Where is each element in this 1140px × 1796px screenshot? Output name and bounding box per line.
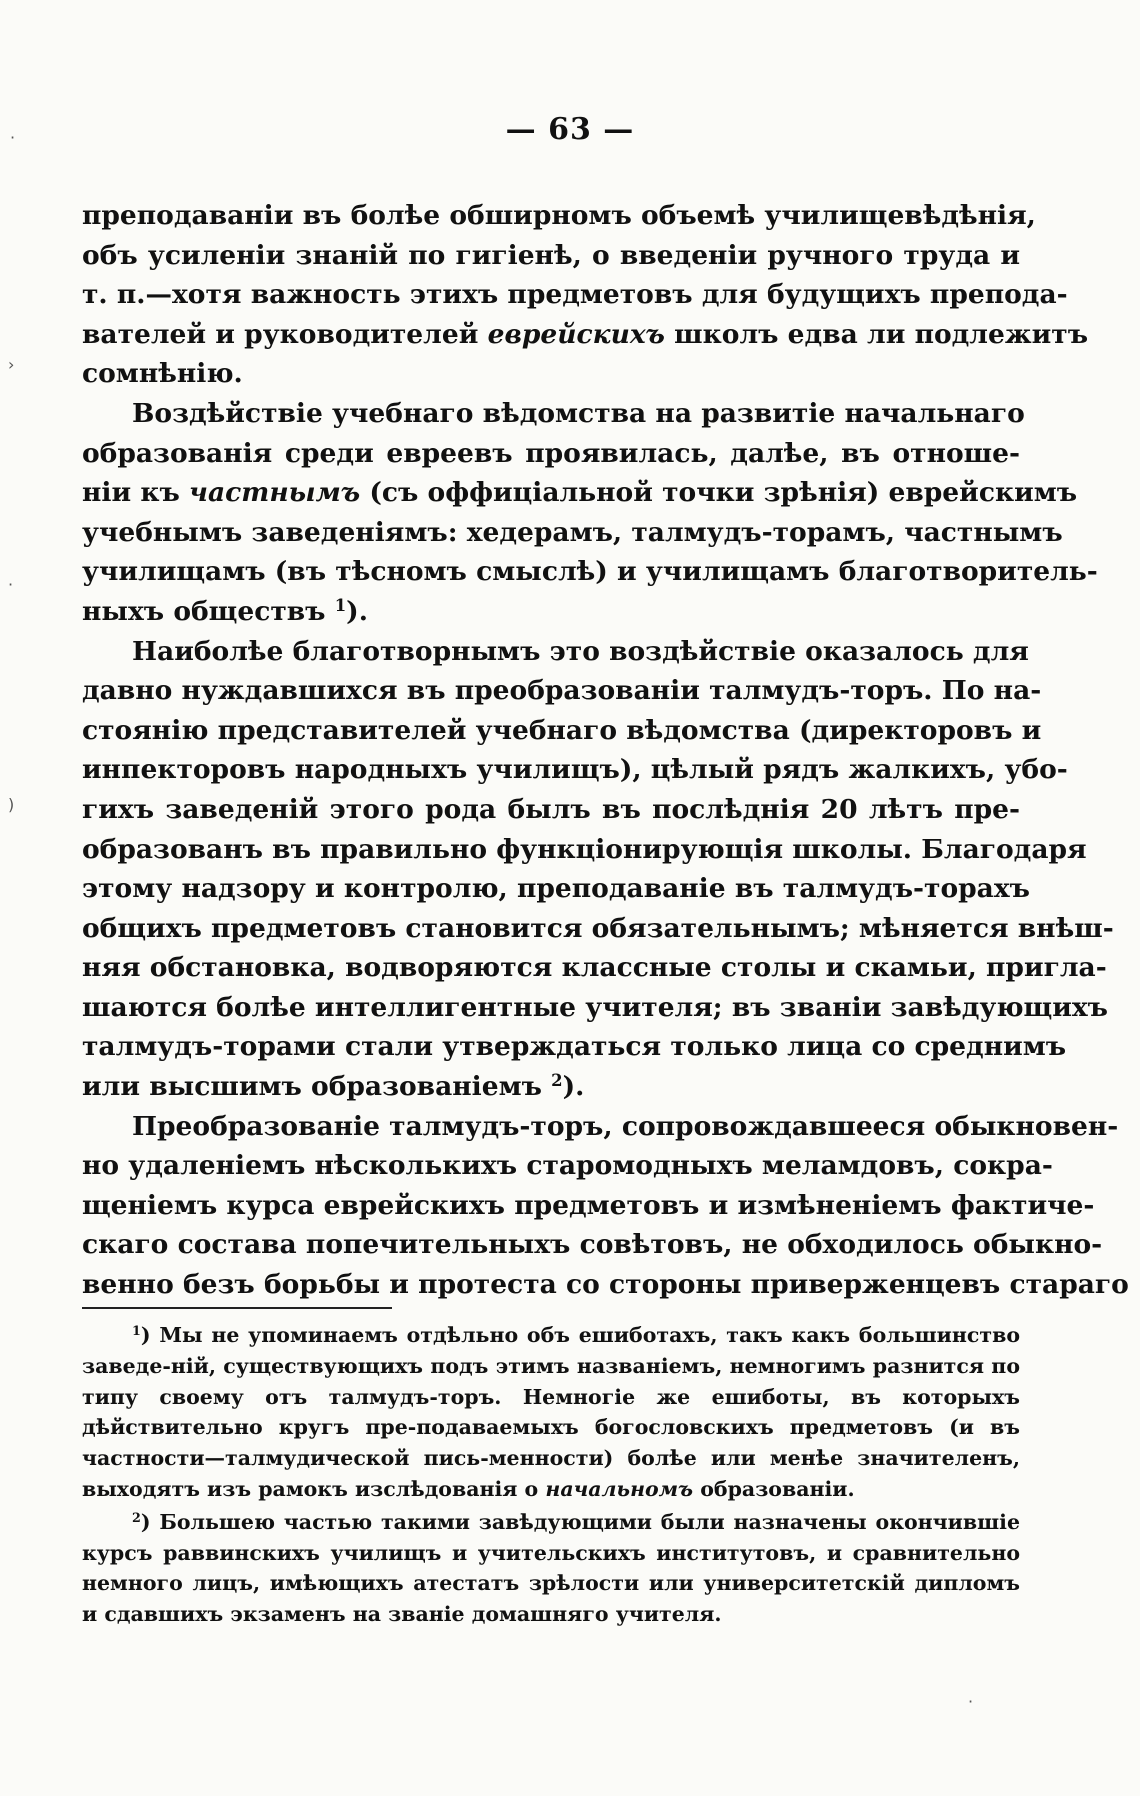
- italic-word: еврейскихъ: [487, 318, 665, 350]
- text-fragment: ныхъ обществъ: [82, 595, 335, 627]
- text-line: [82, 315, 1089, 355]
- text-line: этому надзору и контролю, преподаванiе въ талмудъ-торахъ: [82, 873, 1030, 905]
- text-line: т. п.—хотя важность этихъ предметовъ для будущихъ препода-: [82, 279, 1068, 311]
- text-line: преподаванiи въ болѣе обширномъ объемѣ училищевѣдѣнiя,: [82, 200, 1036, 231]
- text-line: няя обстановка, водворяются классные столы и скамьи, пригла-: [82, 952, 1107, 984]
- text-line: [82, 473, 1078, 513]
- footnotes: [82, 1320, 1020, 1632]
- text-fragment: или высшимъ образованiемъ: [82, 1071, 552, 1103]
- text-line: [82, 1067, 1020, 1107]
- footnote-number: 1: [132, 1323, 141, 1339]
- text-line: образованiя среди евреевъ проявилась, далѣе, въ отноше-: [82, 437, 1020, 469]
- text-line: венно безъ борьбы и протеста со стороны приверженцевъ стараго: [82, 1269, 1129, 1301]
- margin-speck: ›: [8, 355, 15, 374]
- italic-word: начальномъ: [545, 1476, 694, 1501]
- paragraph-1: [82, 196, 1089, 394]
- text-fragment: вателей и руководителей: [82, 318, 488, 350]
- text-fragment: ).: [346, 595, 368, 627]
- text-line: Преобразованiе талмудъ-торъ, сопровождавшееся обыкновен-: [132, 1110, 1119, 1142]
- text-line: Воздѣйствiе учебнаго вѣдомства на развитiе начальнаго: [132, 397, 1025, 429]
- text-fragment: нiи къ: [82, 477, 190, 509]
- paragraph-4: [82, 1107, 1129, 1305]
- footnote-divider: [82, 1307, 392, 1309]
- margin-speck: ): [8, 795, 15, 814]
- margin-speck: ·: [968, 1692, 974, 1711]
- text-line: инпекторовъ народныхъ училищъ), цѣлый рядъ жалкихъ, убо-: [82, 754, 1068, 786]
- text-line: щенiемъ курса еврейскихъ предметовъ и измѣненiемъ фактиче-: [82, 1189, 1095, 1221]
- text-line: [82, 592, 1020, 632]
- text-line: образованъ въ правильно функцiонирующiя школы. Благодаря: [82, 833, 1087, 865]
- text-line: но удаленiемъ нѣсколькихъ старомодныхъ меламдовъ, сокра-: [82, 1150, 1053, 1182]
- margin-speck: ·: [10, 128, 16, 147]
- text-line: Наиболѣе благотворнымъ это воздѣйствiе оказалось для: [132, 635, 1029, 667]
- text-line: объ усиленiи знанiй по гигiенѣ, о введенiи ручного труда и: [82, 239, 1020, 271]
- text-line: гихъ заведенiй этого рода былъ въ послѣднiя 20 лѣтъ пре-: [82, 793, 1020, 825]
- text-fragment: ).: [562, 1071, 585, 1103]
- paragraph-2: [82, 394, 1098, 632]
- text-line: талмудъ-торами стали утверждаться только лица со среднимъ: [82, 1031, 1067, 1063]
- paragraph-3: [82, 632, 1114, 1107]
- text-line: училищамъ (въ тѣсномъ смыслѣ) и училищамъ благотворитель-: [82, 556, 1098, 588]
- text-line: давно нуждавшихся въ преобразованiи талмудъ-торъ. По на-: [82, 675, 1042, 707]
- footnote-number: 2: [132, 1509, 141, 1525]
- footnote-ref: 2: [551, 1071, 563, 1091]
- text-line: учебнымъ заведенiямъ: хедерамъ, талмудъ-торамъ, частнымъ: [82, 516, 1063, 548]
- footnote-text: образованiи.: [693, 1476, 855, 1501]
- italic-word: частнымъ: [189, 477, 361, 509]
- text-line: сомнѣнiю.: [82, 358, 243, 390]
- text-line: шаются болѣе интеллигентные учителя; въ званiи завѣдующихъ: [82, 991, 1109, 1023]
- footnote-text: ) Мы не упоминаемъ отдѣльно объ ешиботахъ, такъ какъ большинство заведе-нiй, существующихъ подъ этимъ названiемъ, немногимъ разнится по типу своему отъ талмудъ-торъ. Немногiе же ешиботы, въ которыхъ дѣйствительно кругъ пре-подаваемыхъ богословскихъ предметовъ (и въ частности—талмудической пись-менности) болѣе или менѣе значителенъ, выходятъ изъ рамокъ изслѣдованiя о: [82, 1323, 1020, 1501]
- text-line: общихъ предметовъ становится обязательнымъ; мѣняется внѣш-: [82, 912, 1114, 944]
- text-line: стоянiю представителей учебнаго вѣдомства (директоровъ и: [82, 714, 1042, 746]
- footnote-ref: 1: [334, 595, 347, 615]
- body-text: [82, 196, 1129, 1305]
- text-fragment: (съ оффицiальной точки зрѣнiя) еврейскимъ: [360, 477, 1078, 509]
- page-number: — 63 —: [505, 112, 635, 147]
- footnote-text: ) Большею частью такими завѣдующими были назначены окончившiе курсъ раввинскихъ училищъ и учительскихъ институтовъ, и сравнительно немного лицъ, имѣющихъ атестатъ зрѣлости или университетскiй дипломъ и сдавшихъ экзаменъ на званiе домашняго учителя.: [82, 1509, 1020, 1627]
- text-fragment: школъ едва ли подлежитъ: [664, 318, 1089, 350]
- footnote-2: [82, 1507, 1020, 1630]
- text-line: скаго состава попечительныхъ совѣтовъ, не обходилось обыкно-: [82, 1229, 1103, 1261]
- footnote-1: [82, 1320, 1020, 1505]
- margin-speck: ·: [8, 575, 14, 594]
